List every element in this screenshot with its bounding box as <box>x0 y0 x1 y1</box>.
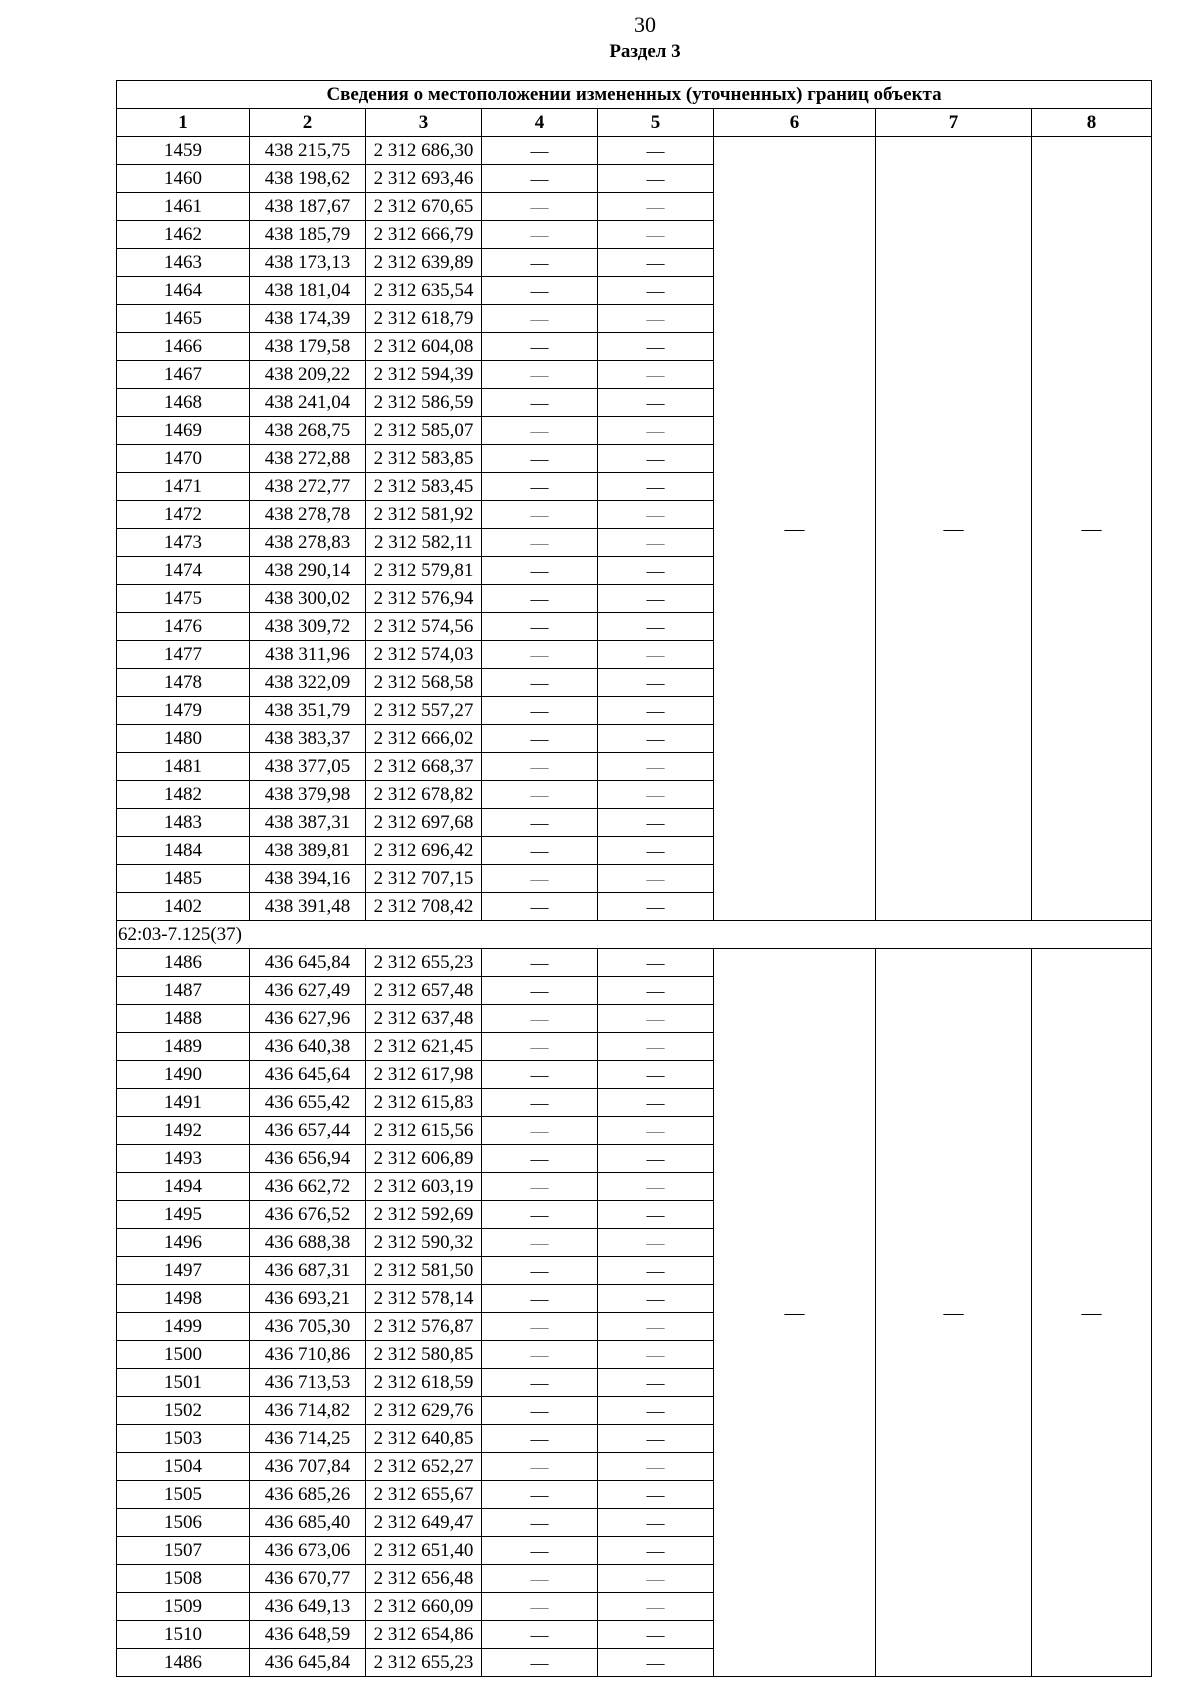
coord-y: 2 312 660,09 <box>366 1593 482 1621</box>
coord-y: 2 312 666,02 <box>366 725 482 753</box>
column-header-5: 5 <box>598 109 714 137</box>
col5-dash: — <box>598 697 714 725</box>
col5-dash: — <box>598 1229 714 1257</box>
col5-dash: — <box>598 1313 714 1341</box>
col4-dash: — <box>482 249 598 277</box>
coord-y: 2 312 581,92 <box>366 501 482 529</box>
col5-dash: — <box>598 949 714 977</box>
col4-dash: — <box>482 893 598 921</box>
coord-y: 2 312 615,83 <box>366 1089 482 1117</box>
col4-dash: — <box>482 949 598 977</box>
coord-y: 2 312 640,85 <box>366 1425 482 1453</box>
coord-y: 2 312 574,03 <box>366 641 482 669</box>
coord-y: 2 312 621,45 <box>366 1033 482 1061</box>
point-number: 1496 <box>117 1229 250 1257</box>
point-number: 1485 <box>117 865 250 893</box>
coord-y: 2 312 568,58 <box>366 669 482 697</box>
coord-x: 436 685,26 <box>250 1481 366 1509</box>
col4-dash: — <box>482 1565 598 1593</box>
coord-x: 436 656,94 <box>250 1145 366 1173</box>
coord-y: 2 312 603,19 <box>366 1173 482 1201</box>
coord-y: 2 312 697,68 <box>366 809 482 837</box>
col4-dash: — <box>482 1229 598 1257</box>
point-number: 1460 <box>117 165 250 193</box>
col5-dash: — <box>598 1089 714 1117</box>
coord-x: 436 673,06 <box>250 1537 366 1565</box>
col5-dash: — <box>598 865 714 893</box>
point-number: 1468 <box>117 389 250 417</box>
col5-dash: — <box>598 1257 714 1285</box>
merged-col-7-dash: — <box>876 137 1032 921</box>
col4-dash: — <box>482 501 598 529</box>
table-row <box>117 949 1152 977</box>
col5-dash: — <box>598 1621 714 1649</box>
point-number: 1502 <box>117 1397 250 1425</box>
coord-x: 436 648,59 <box>250 1621 366 1649</box>
col4-dash: — <box>482 221 598 249</box>
point-number: 1490 <box>117 1061 250 1089</box>
coord-x: 438 174,39 <box>250 305 366 333</box>
col4-dash: — <box>482 1061 598 1089</box>
coord-x: 438 322,09 <box>250 669 366 697</box>
merged-col-8-dash: — <box>1032 137 1152 921</box>
merged-col-6-dash: — <box>714 137 876 921</box>
col5-dash: — <box>598 1033 714 1061</box>
column-header-8: 8 <box>1032 109 1152 137</box>
point-number: 1463 <box>117 249 250 277</box>
col5-dash: — <box>598 641 714 669</box>
coord-y: 2 312 637,48 <box>366 1005 482 1033</box>
col4-dash: — <box>482 1621 598 1649</box>
col5-dash: — <box>598 1285 714 1313</box>
point-number: 1497 <box>117 1257 250 1285</box>
col4-dash: — <box>482 1509 598 1537</box>
point-number: 1510 <box>117 1621 250 1649</box>
coordinates-table <box>116 80 1152 1677</box>
coord-x: 438 215,75 <box>250 137 366 165</box>
point-number: 1475 <box>117 585 250 613</box>
column-header-2: 2 <box>250 109 366 137</box>
column-header-7: 7 <box>876 109 1032 137</box>
coord-x: 438 198,62 <box>250 165 366 193</box>
col5-dash: — <box>598 277 714 305</box>
col5-dash: — <box>598 137 714 165</box>
col4-dash: — <box>482 725 598 753</box>
coord-y: 2 312 580,85 <box>366 1341 482 1369</box>
point-number: 1480 <box>117 725 250 753</box>
coord-y: 2 312 639,89 <box>366 249 482 277</box>
point-number: 1488 <box>117 1005 250 1033</box>
col4-dash: — <box>482 613 598 641</box>
point-number: 1509 <box>117 1593 250 1621</box>
col5-dash: — <box>598 445 714 473</box>
coord-y: 2 312 670,65 <box>366 193 482 221</box>
coord-y: 2 312 618,79 <box>366 305 482 333</box>
col5-dash: — <box>598 221 714 249</box>
point-number: 1484 <box>117 837 250 865</box>
point-number: 1492 <box>117 1117 250 1145</box>
col5-dash: — <box>598 781 714 809</box>
coord-y: 2 312 592,69 <box>366 1201 482 1229</box>
coord-x: 438 173,13 <box>250 249 366 277</box>
coord-x: 436 676,52 <box>250 1201 366 1229</box>
col4-dash: — <box>482 1593 598 1621</box>
coord-y: 2 312 666,79 <box>366 221 482 249</box>
col5-dash: — <box>598 613 714 641</box>
point-number: 1479 <box>117 697 250 725</box>
col4-dash: — <box>482 669 598 697</box>
coord-x: 436 693,21 <box>250 1285 366 1313</box>
coord-x: 436 685,40 <box>250 1509 366 1537</box>
coord-y: 2 312 579,81 <box>366 557 482 585</box>
coord-y: 2 312 582,11 <box>366 529 482 557</box>
coord-y: 2 312 656,48 <box>366 1565 482 1593</box>
col4-dash: — <box>482 1201 598 1229</box>
col4-dash: — <box>482 361 598 389</box>
table-body <box>117 137 1152 1677</box>
col4-dash: — <box>482 1481 598 1509</box>
coord-y: 2 312 578,14 <box>366 1285 482 1313</box>
coord-y: 2 312 693,46 <box>366 165 482 193</box>
col4-dash: — <box>482 1425 598 1453</box>
col4-dash: — <box>482 277 598 305</box>
col5-dash: — <box>598 1201 714 1229</box>
point-number: 1507 <box>117 1537 250 1565</box>
coord-y: 2 312 585,07 <box>366 417 482 445</box>
coord-y: 2 312 654,86 <box>366 1621 482 1649</box>
col5-dash: — <box>598 1425 714 1453</box>
point-number: 1459 <box>117 137 250 165</box>
coord-x: 438 311,96 <box>250 641 366 669</box>
point-number: 1494 <box>117 1173 250 1201</box>
col5-dash: — <box>598 1145 714 1173</box>
coord-x: 438 300,02 <box>250 585 366 613</box>
coord-y: 2 312 655,23 <box>366 1649 482 1677</box>
coord-x: 438 387,31 <box>250 809 366 837</box>
coord-y: 2 312 576,94 <box>366 585 482 613</box>
coord-x: 438 241,04 <box>250 389 366 417</box>
col5-dash: — <box>598 361 714 389</box>
col4-dash: — <box>482 1369 598 1397</box>
coord-y: 2 312 649,47 <box>366 1509 482 1537</box>
col5-dash: — <box>598 585 714 613</box>
coord-x: 436 645,64 <box>250 1061 366 1089</box>
coord-y: 2 312 557,27 <box>366 697 482 725</box>
col5-dash: — <box>598 1453 714 1481</box>
col5-dash: — <box>598 389 714 417</box>
col5-dash: — <box>598 669 714 697</box>
coord-x: 436 710,86 <box>250 1341 366 1369</box>
point-number: 1482 <box>117 781 250 809</box>
coord-x: 438 181,04 <box>250 277 366 305</box>
col5-dash: — <box>598 1173 714 1201</box>
coord-y: 2 312 604,08 <box>366 333 482 361</box>
col4-dash: — <box>482 473 598 501</box>
point-number: 1461 <box>117 193 250 221</box>
col5-dash: — <box>598 1005 714 1033</box>
point-number: 1471 <box>117 473 250 501</box>
coord-x: 438 383,37 <box>250 725 366 753</box>
point-number: 1466 <box>117 333 250 361</box>
coord-x: 438 209,22 <box>250 361 366 389</box>
col5-dash: — <box>598 1481 714 1509</box>
col4-dash: — <box>482 1145 598 1173</box>
coord-x: 436 655,42 <box>250 1089 366 1117</box>
col5-dash: — <box>598 165 714 193</box>
section-title: Раздел 3 <box>609 41 681 62</box>
col5-dash: — <box>598 977 714 1005</box>
coord-x: 438 278,78 <box>250 501 366 529</box>
coord-x: 436 707,84 <box>250 1453 366 1481</box>
point-number: 1464 <box>117 277 250 305</box>
point-number: 1472 <box>117 501 250 529</box>
col4-dash: — <box>482 1173 598 1201</box>
col4-dash: — <box>482 1453 598 1481</box>
group-label: 62:03-7.125(37) <box>117 921 1152 949</box>
column-header-row <box>117 109 1152 137</box>
col5-dash: — <box>598 249 714 277</box>
coord-y: 2 312 574,56 <box>366 613 482 641</box>
coord-x: 438 290,14 <box>250 557 366 585</box>
coord-y: 2 312 618,59 <box>366 1369 482 1397</box>
point-number: 1486 <box>117 949 250 977</box>
coord-x: 438 389,81 <box>250 837 366 865</box>
col5-dash: — <box>598 725 714 753</box>
coord-x: 438 309,72 <box>250 613 366 641</box>
coord-y: 2 312 655,23 <box>366 949 482 977</box>
table-title: Сведения о местоположении измененных (уточненных) границ объекта <box>117 81 1152 109</box>
coord-x: 438 187,67 <box>250 193 366 221</box>
col5-dash: — <box>598 305 714 333</box>
col5-dash: — <box>598 1061 714 1089</box>
coord-y: 2 312 583,85 <box>366 445 482 473</box>
coord-x: 436 657,44 <box>250 1117 366 1145</box>
column-header-3: 3 <box>366 109 482 137</box>
coord-x: 438 272,88 <box>250 445 366 473</box>
point-number: 1481 <box>117 753 250 781</box>
merged-col-8-dash: — <box>1032 949 1152 1677</box>
col4-dash: — <box>482 1285 598 1313</box>
coord-x: 436 670,77 <box>250 1565 366 1593</box>
column-header-4: 4 <box>482 109 598 137</box>
col5-dash: — <box>598 417 714 445</box>
coord-x: 438 379,98 <box>250 781 366 809</box>
col4-dash: — <box>482 641 598 669</box>
point-number: 1499 <box>117 1313 250 1341</box>
point-number: 1476 <box>117 613 250 641</box>
coord-x: 436 713,53 <box>250 1369 366 1397</box>
point-number: 1487 <box>117 977 250 1005</box>
col4-dash: — <box>482 1033 598 1061</box>
col4-dash: — <box>482 417 598 445</box>
coord-x: 438 268,75 <box>250 417 366 445</box>
coord-y: 2 312 617,98 <box>366 1061 482 1089</box>
point-number: 1505 <box>117 1481 250 1509</box>
col4-dash: — <box>482 809 598 837</box>
col4-dash: — <box>482 585 598 613</box>
coord-y: 2 312 583,45 <box>366 473 482 501</box>
point-number: 1467 <box>117 361 250 389</box>
col4-dash: — <box>482 165 598 193</box>
column-header-6: 6 <box>714 109 876 137</box>
col5-dash: — <box>598 193 714 221</box>
coord-y: 2 312 707,15 <box>366 865 482 893</box>
col4-dash: — <box>482 977 598 1005</box>
point-number: 1498 <box>117 1285 250 1313</box>
coord-y: 2 312 576,87 <box>366 1313 482 1341</box>
page-number: 30 <box>634 12 656 37</box>
coord-y: 2 312 590,32 <box>366 1229 482 1257</box>
coord-y: 2 312 652,27 <box>366 1453 482 1481</box>
point-number: 1402 <box>117 893 250 921</box>
coord-y: 2 312 678,82 <box>366 781 482 809</box>
col4-dash: — <box>482 1005 598 1033</box>
point-number: 1508 <box>117 1565 250 1593</box>
point-number: 1478 <box>117 669 250 697</box>
coord-y: 2 312 696,42 <box>366 837 482 865</box>
point-number: 1501 <box>117 1369 250 1397</box>
coord-x: 436 627,49 <box>250 977 366 1005</box>
coord-x: 436 705,30 <box>250 1313 366 1341</box>
col5-dash: — <box>598 1117 714 1145</box>
point-number: 1473 <box>117 529 250 557</box>
coord-x: 436 662,72 <box>250 1173 366 1201</box>
coord-x: 438 351,79 <box>250 697 366 725</box>
col4-dash: — <box>482 1313 598 1341</box>
col4-dash: — <box>482 1537 598 1565</box>
coord-x: 438 391,48 <box>250 893 366 921</box>
coord-y: 2 312 606,89 <box>366 1145 482 1173</box>
point-number: 1474 <box>117 557 250 585</box>
col5-dash: — <box>598 1369 714 1397</box>
coord-y: 2 312 586,59 <box>366 389 482 417</box>
merged-col-7-dash: — <box>876 949 1032 1677</box>
col4-dash: — <box>482 837 598 865</box>
point-number: 1465 <box>117 305 250 333</box>
point-number: 1469 <box>117 417 250 445</box>
col4-dash: — <box>482 557 598 585</box>
coord-y: 2 312 668,37 <box>366 753 482 781</box>
point-number: 1486 <box>117 1649 250 1677</box>
col5-dash: — <box>598 1509 714 1537</box>
col5-dash: — <box>598 837 714 865</box>
point-number: 1495 <box>117 1201 250 1229</box>
coord-y: 2 312 657,48 <box>366 977 482 1005</box>
col4-dash: — <box>482 1117 598 1145</box>
col4-dash: — <box>482 1341 598 1369</box>
coord-y: 2 312 629,76 <box>366 1397 482 1425</box>
coord-y: 2 312 635,54 <box>366 277 482 305</box>
table-row <box>117 137 1152 165</box>
coord-y: 2 312 615,56 <box>366 1117 482 1145</box>
point-number: 1470 <box>117 445 250 473</box>
col4-dash: — <box>482 1649 598 1677</box>
col5-dash: — <box>598 557 714 585</box>
col4-dash: — <box>482 137 598 165</box>
col5-dash: — <box>598 529 714 557</box>
coord-y: 2 312 594,39 <box>366 361 482 389</box>
point-number: 1493 <box>117 1145 250 1173</box>
coord-y: 2 312 581,50 <box>366 1257 482 1285</box>
col4-dash: — <box>482 781 598 809</box>
point-number: 1483 <box>117 809 250 837</box>
coord-x: 436 640,38 <box>250 1033 366 1061</box>
col5-dash: — <box>598 1593 714 1621</box>
col5-dash: — <box>598 1341 714 1369</box>
column-header-1: 1 <box>117 109 250 137</box>
col4-dash: — <box>482 865 598 893</box>
coord-x: 438 377,05 <box>250 753 366 781</box>
coord-x: 438 272,77 <box>250 473 366 501</box>
coord-x: 436 649,13 <box>250 1593 366 1621</box>
coord-x: 436 714,25 <box>250 1425 366 1453</box>
coord-y: 2 312 655,67 <box>366 1481 482 1509</box>
col5-dash: — <box>598 333 714 361</box>
col4-dash: — <box>482 529 598 557</box>
coord-y: 2 312 651,40 <box>366 1537 482 1565</box>
col4-dash: — <box>482 1089 598 1117</box>
coord-x: 436 688,38 <box>250 1229 366 1257</box>
point-number: 1506 <box>117 1509 250 1537</box>
col5-dash: — <box>598 1649 714 1677</box>
point-number: 1503 <box>117 1425 250 1453</box>
col4-dash: — <box>482 1397 598 1425</box>
point-number: 1500 <box>117 1341 250 1369</box>
col4-dash: — <box>482 445 598 473</box>
group-row <box>117 921 1152 949</box>
coord-x: 436 645,84 <box>250 1649 366 1677</box>
col4-dash: — <box>482 1257 598 1285</box>
col5-dash: — <box>598 501 714 529</box>
col5-dash: — <box>598 753 714 781</box>
point-number: 1489 <box>117 1033 250 1061</box>
coord-x: 436 627,96 <box>250 1005 366 1033</box>
merged-col-6-dash: — <box>714 949 876 1677</box>
point-number: 1491 <box>117 1089 250 1117</box>
col4-dash: — <box>482 305 598 333</box>
coord-x: 438 185,79 <box>250 221 366 249</box>
col4-dash: — <box>482 389 598 417</box>
coord-x: 438 179,58 <box>250 333 366 361</box>
coord-x: 438 394,16 <box>250 865 366 893</box>
col4-dash: — <box>482 753 598 781</box>
col4-dash: — <box>482 333 598 361</box>
coord-x: 436 687,31 <box>250 1257 366 1285</box>
point-number: 1462 <box>117 221 250 249</box>
col5-dash: — <box>598 1397 714 1425</box>
coord-x: 436 714,82 <box>250 1397 366 1425</box>
col4-dash: — <box>482 193 598 221</box>
coord-y: 2 312 708,42 <box>366 893 482 921</box>
col5-dash: — <box>598 1537 714 1565</box>
coord-x: 438 278,83 <box>250 529 366 557</box>
col4-dash: — <box>482 697 598 725</box>
point-number: 1504 <box>117 1453 250 1481</box>
col5-dash: — <box>598 893 714 921</box>
col5-dash: — <box>598 1565 714 1593</box>
coord-y: 2 312 686,30 <box>366 137 482 165</box>
point-number: 1477 <box>117 641 250 669</box>
col5-dash: — <box>598 809 714 837</box>
col5-dash: — <box>598 473 714 501</box>
coord-x: 436 645,84 <box>250 949 366 977</box>
